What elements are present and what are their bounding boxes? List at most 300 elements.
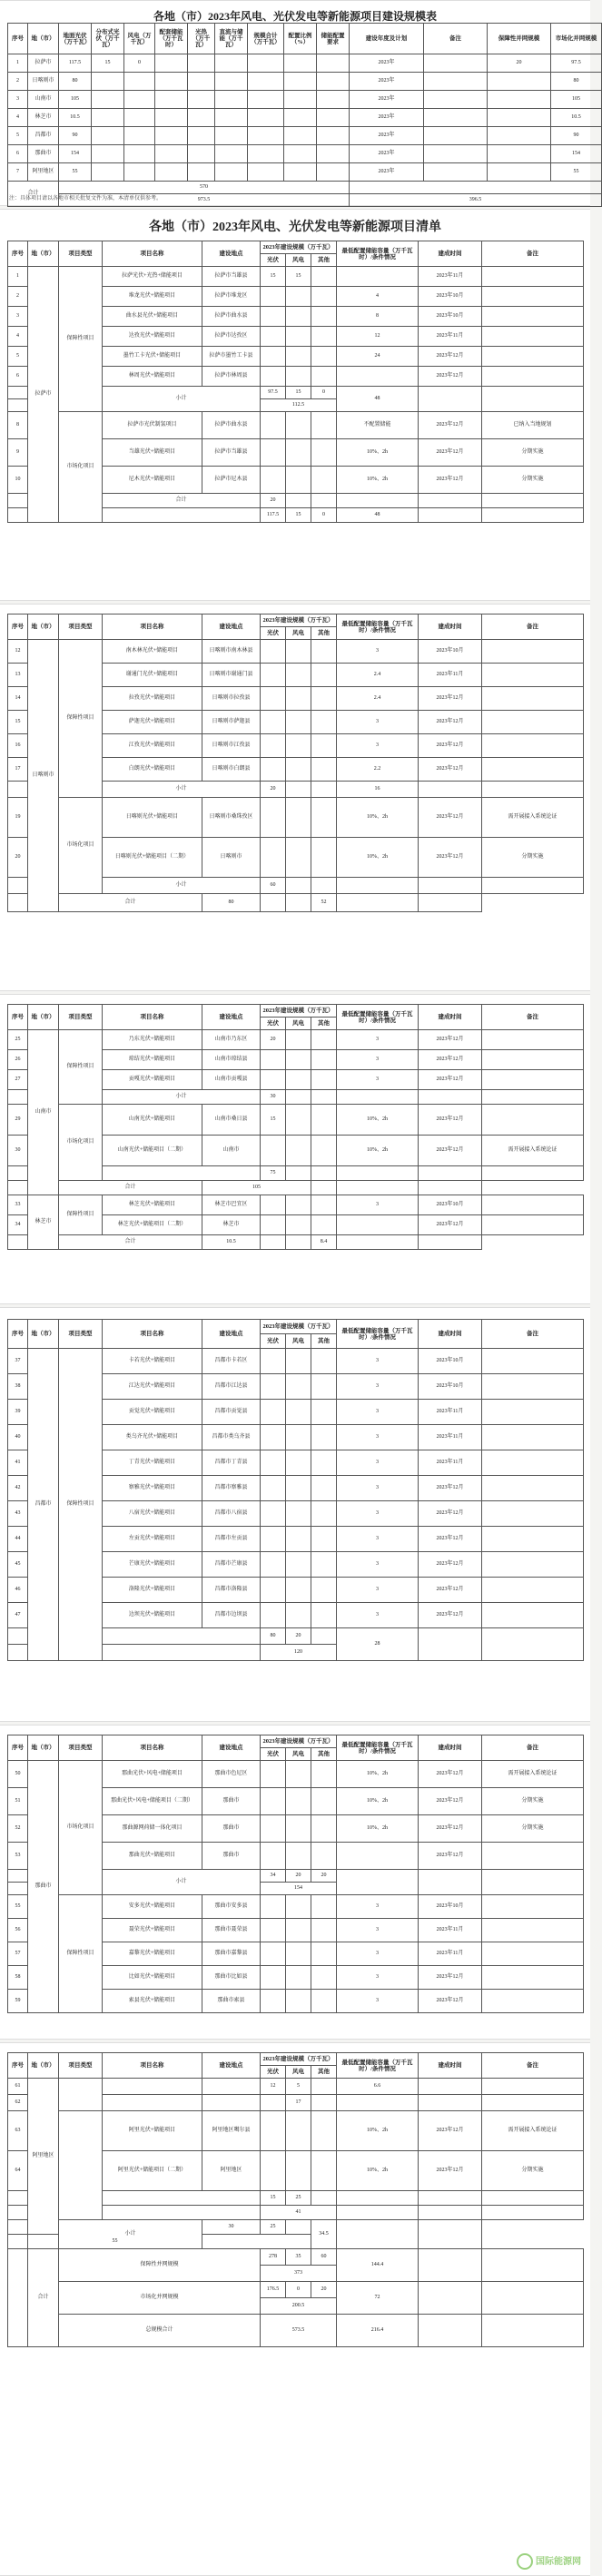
summary-cell xyxy=(215,73,248,91)
table-cell xyxy=(286,2151,311,2191)
project-location: 拉萨市当雄县 xyxy=(202,267,261,287)
header-city: 地（市） xyxy=(28,1320,59,1349)
table-cell xyxy=(261,1788,286,1815)
summary-cell: 2023年 xyxy=(350,91,424,109)
header-no: 序号 xyxy=(8,615,28,640)
summary-cell: 山南市 xyxy=(28,91,59,109)
type-cell: 保障性项目 xyxy=(59,1895,103,2013)
table-cell xyxy=(286,1966,311,1990)
table-cell xyxy=(311,2095,337,2111)
summary-cell: 阿里地区 xyxy=(28,163,59,182)
pv-value xyxy=(261,347,286,367)
subtotal-label: 小计 xyxy=(59,2220,202,2249)
row-no: 17 xyxy=(8,758,28,782)
pv-value xyxy=(261,307,286,327)
table-cell xyxy=(311,1942,337,1966)
pv-value xyxy=(261,1552,286,1578)
type-cell: 保障性项目 xyxy=(59,267,103,412)
table-cell xyxy=(419,1870,482,1895)
project-location: 日喀则市谢通门县 xyxy=(202,664,261,687)
build-time: 2023年12月 xyxy=(419,734,482,758)
header-type: 项目类型 xyxy=(59,1320,103,1349)
table-cell xyxy=(261,1942,286,1966)
table-cell xyxy=(482,2079,584,2095)
summary-cell xyxy=(284,109,317,127)
remark: 需开展接入系统论证 xyxy=(482,1136,584,1166)
pv-value: 15 xyxy=(261,267,286,287)
summary-cell xyxy=(188,163,215,182)
row-no: 25 xyxy=(8,1030,28,1050)
table-cell xyxy=(311,1501,337,1527)
summary-cell xyxy=(188,145,215,163)
project-name: 那曲源网荷储一体化项目 xyxy=(103,1815,202,1843)
summary-cell xyxy=(284,73,317,91)
summary-cell: 7 xyxy=(8,163,28,182)
city-cell: 那曲市 xyxy=(28,1761,59,2013)
table-cell xyxy=(8,1870,28,1883)
project-location: 拉萨市曲水县 xyxy=(202,412,261,439)
header-no: 序号 xyxy=(8,241,28,267)
summary-cell xyxy=(215,127,248,145)
subtotal-label: 合计 xyxy=(103,494,261,508)
remark: 需开展接入系统论证 xyxy=(482,2111,584,2151)
pv-value xyxy=(261,287,286,307)
storage-value: 52 xyxy=(311,894,337,912)
project-name: 八宿光伏+储能项目 xyxy=(103,1501,202,1527)
table-cell xyxy=(286,412,311,439)
summary-cell: 林芝市 xyxy=(28,109,59,127)
header-city: 地（市） xyxy=(28,241,59,267)
table-cell xyxy=(311,1349,337,1374)
summary-cell xyxy=(92,163,124,182)
table-cell xyxy=(311,1166,337,1181)
header-pv: 光伏 xyxy=(261,1018,286,1030)
table-cell xyxy=(311,1603,337,1628)
table-row xyxy=(8,267,584,287)
table-cell xyxy=(286,1166,311,1181)
table-cell xyxy=(311,640,337,664)
table-cell xyxy=(286,1788,311,1815)
table-row xyxy=(8,1105,584,1136)
table-cell xyxy=(286,439,311,467)
storage-value: 3 xyxy=(337,1942,419,1966)
header-type: 项目类型 xyxy=(59,1735,103,1761)
header-wind: 风电 xyxy=(286,627,311,640)
storage-value xyxy=(337,267,419,287)
build-time: 2023年12月 xyxy=(419,1105,482,1136)
project-location: 山南市贡嘎县 xyxy=(202,1070,261,1090)
header-no: 序号 xyxy=(8,1735,28,1761)
table-cell xyxy=(482,2282,584,2315)
summary-cell: 154 xyxy=(551,145,602,163)
project-location: 拉萨市尼木县 xyxy=(202,467,261,494)
header-time: 建成时间 xyxy=(419,2053,482,2079)
table-cell xyxy=(286,1050,311,1070)
pv-value xyxy=(261,1195,286,1215)
remark xyxy=(482,347,584,367)
project-name: 白朗光伏+储能项目 xyxy=(103,758,202,782)
table-cell xyxy=(286,1603,311,1628)
project-name: 贡嘎光伏+储能项目 xyxy=(103,1070,202,1090)
pv-value: 60 xyxy=(261,878,286,894)
other-value: 20 xyxy=(311,2282,337,2298)
build-time: 2023年12月 xyxy=(419,758,482,782)
table-cell xyxy=(311,782,337,798)
storage-value: 216.4 xyxy=(337,2315,419,2347)
storage-value: 3 xyxy=(337,1476,419,1501)
table-cell xyxy=(311,878,337,894)
storage-value: 3 xyxy=(337,1990,419,2013)
summary-cell: 2 xyxy=(8,73,28,91)
subtotal-label: 小计 xyxy=(103,1870,261,1895)
table-cell xyxy=(286,1136,311,1166)
table-cell xyxy=(482,664,584,687)
table-cell xyxy=(311,1761,337,1788)
table-row xyxy=(8,1235,584,1250)
summary-cell xyxy=(424,127,488,145)
row-no: 46 xyxy=(8,1578,28,1603)
summary-cell xyxy=(92,91,124,109)
page-summary xyxy=(0,0,597,206)
row-no: 30 xyxy=(8,1136,28,1166)
header-time: 建成时间 xyxy=(419,241,482,267)
subtotal-sum: 55 xyxy=(28,2235,202,2249)
project-name: 曲水县光伏+储能项目 xyxy=(103,307,202,327)
table-cell xyxy=(311,711,337,734)
table-cell xyxy=(311,687,337,711)
summary-cell: 90 xyxy=(59,127,92,145)
build-time: 2023年10月 xyxy=(419,640,482,664)
type-cell: 市场化项目 xyxy=(59,1105,103,1181)
all-total: 573.5 xyxy=(261,2315,337,2347)
storage-value: 10%、2h xyxy=(337,798,419,838)
summary-cell xyxy=(488,145,551,163)
storage-value: 34.5 xyxy=(311,2220,337,2249)
table-cell xyxy=(103,2095,202,2111)
build-time: 2023年11月 xyxy=(419,664,482,687)
storage-value: 3 xyxy=(337,1374,419,1400)
summary-header: 建设年度及计划 xyxy=(350,24,424,54)
header-other: 其他 xyxy=(311,1334,337,1349)
type-cell: 保障性项目 xyxy=(59,1195,103,1235)
storage-value: 8 xyxy=(337,307,419,327)
wind-value: 0 xyxy=(286,2282,311,2298)
other-value xyxy=(311,327,337,347)
pv-value: 20 xyxy=(261,494,286,508)
project-name: 林芝光伏+储能项目（二期） xyxy=(103,1215,202,1235)
table-cell xyxy=(261,687,286,711)
table-cell xyxy=(311,1895,337,1919)
project-name: 拉萨光伏+光热+储能项目 xyxy=(103,267,202,287)
storage-value: 3 xyxy=(337,1450,419,1476)
build-time: 2023年11月 xyxy=(419,267,482,287)
storage-value: 28 xyxy=(337,1628,419,1661)
header-remark: 备注 xyxy=(482,1320,584,1349)
project-location: 昌都市八宿县 xyxy=(202,1501,261,1527)
table-cell xyxy=(286,1552,311,1578)
summary-cell: 105 xyxy=(59,91,92,109)
other-value: 20 xyxy=(311,1870,337,1883)
row-no: 56 xyxy=(8,1919,28,1942)
subtotal-sum: 112.5 xyxy=(261,399,337,412)
storage-value xyxy=(337,1215,419,1235)
summary-cell xyxy=(248,127,284,145)
build-time: 2023年10月 xyxy=(419,1195,482,1215)
storage-value: 10%、2h xyxy=(337,439,419,467)
table-cell xyxy=(286,1815,311,1843)
summary-cell xyxy=(248,73,284,91)
project-location: 山南市桑日县 xyxy=(202,1105,261,1136)
header-remark: 备注 xyxy=(482,1005,584,1030)
other-value xyxy=(311,287,337,307)
table-cell xyxy=(286,1215,311,1235)
summary-cell xyxy=(317,73,350,91)
summary-cell xyxy=(155,73,188,91)
table-cell xyxy=(482,1603,584,1628)
summary-cell xyxy=(188,91,215,109)
pv-value: 97.5 xyxy=(261,387,286,399)
table-cell xyxy=(419,387,482,412)
summary-cell xyxy=(284,163,317,182)
storage-value: 3 xyxy=(337,1349,419,1374)
type-cell: 保障性项目 xyxy=(59,640,103,798)
table-cell xyxy=(482,1990,584,2013)
pv-value xyxy=(261,2095,286,2111)
project-name: 乃东光伏+储能项目 xyxy=(103,1030,202,1050)
table-cell xyxy=(419,2206,482,2220)
build-time: 2023年10月 xyxy=(419,1895,482,1919)
summary-cell: 6 xyxy=(8,145,28,163)
table-cell xyxy=(337,2191,419,2206)
header-pv: 光伏 xyxy=(261,1748,286,1761)
table-cell xyxy=(311,1090,337,1105)
remark: 已纳入当地规划 xyxy=(482,412,584,439)
table-cell xyxy=(261,664,286,687)
storage-value: 6.6 xyxy=(337,2079,419,2095)
row-no: 43 xyxy=(8,1501,28,1527)
pv-value: 10.5 xyxy=(202,1235,261,1250)
row-no: 52 xyxy=(8,1815,28,1843)
table-cell xyxy=(286,1919,311,1942)
table-cell xyxy=(482,711,584,734)
storage-value: 48 xyxy=(337,387,419,412)
table-cell xyxy=(311,1050,337,1070)
row-no: 29 xyxy=(8,1105,28,1136)
table-cell xyxy=(311,1843,337,1870)
table-row xyxy=(8,640,584,664)
row-no: 27 xyxy=(8,1070,28,1090)
table-cell xyxy=(261,640,286,664)
summary-cell xyxy=(155,91,188,109)
row-no: 3 xyxy=(8,307,28,327)
table-cell xyxy=(311,1628,337,1645)
wind-value xyxy=(286,347,311,367)
table-cell xyxy=(311,1990,337,2013)
pv-value xyxy=(261,1400,286,1425)
table-cell xyxy=(286,1501,311,1527)
table-cell xyxy=(261,467,286,494)
table-row xyxy=(8,2053,584,2066)
table-cell xyxy=(311,467,337,494)
table-cell xyxy=(311,1578,337,1603)
project-name: 江孜光伏+储能项目 xyxy=(103,734,202,758)
build-time: 2023年12月 xyxy=(419,1578,482,1603)
summary-cell xyxy=(124,73,155,91)
wind-value: 35 xyxy=(286,2249,311,2266)
row-no: 51 xyxy=(8,1788,28,1815)
row-no: 6 xyxy=(8,367,28,387)
summary-cell xyxy=(488,109,551,127)
summary-header: 光热（万千瓦） xyxy=(188,24,215,54)
row-no: 57 xyxy=(8,1942,28,1966)
project-location: 那曲市 xyxy=(202,1815,261,1843)
storage-value xyxy=(337,367,419,387)
header-remark: 备注 xyxy=(482,615,584,640)
table-cell xyxy=(482,2095,584,2111)
pv-value xyxy=(261,1603,286,1628)
header-location: 建设地点 xyxy=(202,1005,261,1030)
remark: 分期实施 xyxy=(482,838,584,878)
pv-value: 117.5 xyxy=(261,508,286,523)
table-cell xyxy=(337,2206,419,2220)
storage-value: 144.4 xyxy=(337,2249,419,2282)
storage-value: 3 xyxy=(337,1501,419,1527)
project-name: 萨迦光伏+储能项目 xyxy=(103,711,202,734)
project-name: 类乌齐光伏+储能项目 xyxy=(103,1425,202,1450)
header-wind: 风电 xyxy=(286,1334,311,1349)
wind-value xyxy=(286,327,311,347)
table-cell xyxy=(482,1195,584,1215)
summary-cell: 55 xyxy=(551,163,602,182)
header-name: 项目名称 xyxy=(103,1005,202,1030)
table-cell xyxy=(311,412,337,439)
project-table xyxy=(7,2052,584,2347)
all-label: 总规模合计 xyxy=(59,2315,261,2347)
table-cell xyxy=(311,1195,337,1215)
header-wind: 风电 xyxy=(286,254,311,267)
table-cell xyxy=(202,2095,261,2111)
build-time: 2023年12月 xyxy=(419,367,482,387)
table-cell xyxy=(311,1966,337,1990)
other-value: 60 xyxy=(311,2249,337,2266)
summary-cell xyxy=(92,145,124,163)
summary-cell xyxy=(92,109,124,127)
table-cell xyxy=(482,1425,584,1450)
pv-value: 15 xyxy=(261,1105,286,1136)
table-cell xyxy=(419,2282,482,2315)
row-no: 14 xyxy=(8,687,28,711)
page-shigatse xyxy=(0,604,590,991)
row-no: 5 xyxy=(8,347,28,367)
project-name: 山南光伏+储能项目 xyxy=(103,1105,202,1136)
table-cell xyxy=(482,1578,584,1603)
table-cell xyxy=(8,1883,28,1895)
summary-header: 规模合计（万千瓦） xyxy=(248,24,284,54)
table-cell xyxy=(311,1030,337,1050)
header-other: 其他 xyxy=(311,2066,337,2079)
build-time: 2023年10月 xyxy=(419,1349,482,1374)
pv-value: 30 xyxy=(261,1090,286,1105)
row-no xyxy=(8,399,28,412)
project-location: 日喀则市白朗县 xyxy=(202,758,261,782)
build-time: 2023年11月 xyxy=(419,1450,482,1476)
build-time: 2023年12月 xyxy=(419,1050,482,1070)
summary-header: 风电（万千瓦） xyxy=(124,24,155,54)
header-storage: 最低配置储能容量（万千瓦时）/条件情况 xyxy=(337,1735,419,1761)
project-name: 阿里光伏+储能项目（二期） xyxy=(103,2151,202,2191)
table-cell xyxy=(261,1966,286,1990)
project-name: 洛隆光伏+储能项目 xyxy=(103,1578,202,1603)
wind-value: 17 xyxy=(286,2095,311,2111)
header-type: 项目类型 xyxy=(59,1005,103,1030)
project-name: 那曲光伏+储能项目 xyxy=(103,1843,202,1870)
table-cell xyxy=(286,2220,311,2235)
page-lhasa xyxy=(0,209,590,601)
row-no: 62 xyxy=(8,2095,28,2111)
summary-cell xyxy=(124,163,155,182)
header-remark: 备注 xyxy=(482,1735,584,1761)
row-no: 39 xyxy=(8,1400,28,1425)
header-pv: 光伏 xyxy=(261,254,286,267)
build-time: 2023年12月 xyxy=(419,687,482,711)
table-cell xyxy=(482,1374,584,1400)
header-type: 项目类型 xyxy=(59,615,103,640)
project-name: 卡若光伏+储能项目 xyxy=(103,1349,202,1374)
row-no: 1 xyxy=(8,267,28,287)
table-row xyxy=(8,2282,584,2298)
pv-value xyxy=(261,1450,286,1476)
project-name: 当雄光伏+储能项目 xyxy=(103,439,202,467)
table-cell xyxy=(8,894,28,912)
header-location: 建设地点 xyxy=(202,615,261,640)
summary-cell xyxy=(215,145,248,163)
table-cell xyxy=(286,1527,311,1552)
header-other: 其他 xyxy=(311,1748,337,1761)
remark xyxy=(482,1105,584,1136)
city-cell: 拉萨市 xyxy=(28,267,59,523)
build-time: 2023年10月 xyxy=(419,1374,482,1400)
table-row xyxy=(8,1349,584,1374)
project-location: 昌都市芒康县 xyxy=(202,1552,261,1578)
storage-value: 不配置储能 xyxy=(337,412,419,439)
header-other: 其他 xyxy=(311,627,337,640)
row-no: 33 xyxy=(8,1195,28,1215)
row-no: 45 xyxy=(8,1552,28,1578)
table-row xyxy=(8,894,584,912)
table-cell xyxy=(482,687,584,711)
table-row xyxy=(8,1195,584,1215)
table-row xyxy=(8,54,602,73)
table-cell xyxy=(419,894,482,912)
row-no: 4 xyxy=(8,327,28,347)
project-location: 那曲市索县 xyxy=(202,1990,261,2013)
summary-cell xyxy=(424,73,488,91)
header-no: 序号 xyxy=(8,1320,28,1349)
table-cell xyxy=(286,1235,311,1250)
table-cell xyxy=(482,1895,584,1919)
header-storage: 最低配置储能容量（万千瓦时）/条件情况 xyxy=(337,1005,419,1030)
table-cell xyxy=(286,687,311,711)
summary-cell xyxy=(215,163,248,182)
row-no: 44 xyxy=(8,1527,28,1552)
project-location: 山南市琼结县 xyxy=(202,1050,261,1070)
other-value xyxy=(311,267,337,287)
table-cell xyxy=(482,1030,584,1050)
project-name: 阿里光伏+储能项目 xyxy=(103,2111,202,2151)
other-value xyxy=(311,367,337,387)
table-row xyxy=(8,1895,584,1919)
summary-cell: 2023年 xyxy=(350,163,424,182)
